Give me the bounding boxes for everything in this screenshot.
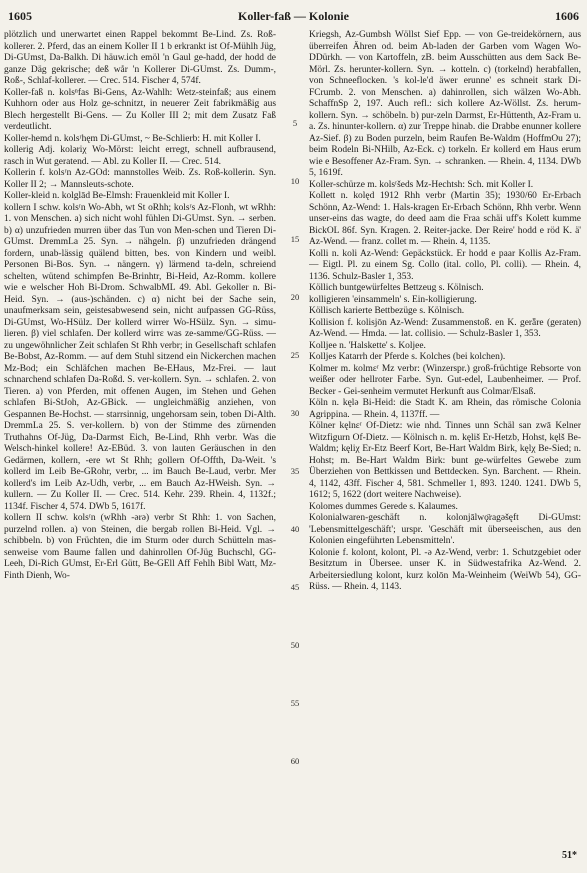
entry-kolligieren: kolligieren 'einsammeln' s. Ein-kolligierung. [309, 294, 477, 305]
entry-kolomes: Kolomes dummes Gerede s. Kalaumes. [309, 501, 458, 512]
page-number-right: 1606 [555, 9, 579, 23]
line-number: 55 [290, 698, 300, 708]
entry-kollerig: kollerig Adj. koləriχ Wo-Mörst: leicht erregt, schnell aufbrausend, rasch in Wut geratend. — Abl. zu Koller II. — Crec. 514. [4, 145, 276, 167]
entry-kolljes: Kolljes Katarrh der Pferde s. Kolches (bei kolchen). [309, 352, 506, 362]
line-number: 5 [292, 118, 298, 128]
entry-kolonie: Kolonie f. kolont, kolont, Pl. -ə Az-Wend, verbr: 1. Schutzgebiet oder Besitztum in Übersee. unser K. in Südwestafrika Az-Wend. 2. Arbeitersiedlung kolont, kurz kolōn Ma-Weinheim (WeiWb 54), GG-Rüss. — Rhein. 4, 1143. [309, 547, 581, 592]
line-number: 40 [290, 524, 300, 534]
entry-koller-hemd: Koller-hemd n. kolsʳhęm Di-GUmst, ~ Be-Schlierb: H. mit Koller I. [4, 133, 261, 144]
right-column [309, 30, 581, 594]
header-title: Koller-faß — Kolonie [238, 9, 349, 23]
entry-koller-kleid: Koller-kleid n. kolglād Be-Elmsh: Frauenkleid mit Koller I. [4, 191, 230, 201]
line-number: 10 [290, 176, 300, 186]
entry-kolljee: Kolljee n. 'Halskette' s. Koljee. [309, 340, 426, 351]
line-number: 60 [290, 756, 300, 766]
entry-koller-continuation: plötzlich und unerwartet einen Rappel bekommt Be-Lind. Zs. Roß-kollerer. 2. Pferd, das an einem Koller II 1 b erkrankt ist Of-Mühlh Jüg, Di-GUmst, Da-Balkh. Di häuw.ich emöl 'n Gaul ge-hadd, der hodd de ganze Däg gekrische; deß wår 'n Kollerer Di-GUmst. Zs. Dumm-, Roß-, Schlaf-kollerer. — Crec. 514. Fischer 4, 574f. [4, 30, 276, 86]
entry-koellisch: Köllisch karierte Bettbezüge s. Kölnisch. [309, 306, 465, 316]
entry-kollett: Kollett n. kolęd 1912 Rhh verbr (Martin 35); 1930/60 Er-Erbach Schönn, Az-Wend: 1. Hals-kragen Er-Erbach Schönn, Rhh verbr. Wenn unser-eins das wagte, do deed aam die Fraa schäi uff's Kolett kumme BickOL 86f. Syn. Kragen. 2. Reiter-jacke. Der Reire' hodd e röd K. ä' Az-Wend. — franz. collet m. — Rhein. 4, 1135. [309, 191, 581, 247]
line-number: 20 [290, 292, 300, 302]
entry-koelner: Kölner kęlnεʳ Of-Dietz: wie nhd. Tinnes unn Schäl san zwā Kelner Witzfigurn Of-Dietz. — Kölnisch n. m. kęliš Er-Hetzb, Hohst, kęlš Be-Waldm; kęliχ Er-Etz Beerf Kort, Be-Hart Waldm Birk, kęlχ Be-Sied; n. Hohst; m. Be-Hart Waldm Birk: bunt ge-würfeltes Gewebe zum Überziehen von Bettkissen und Bettdecken. Syn. Barchent. — Rhein. 4, 1142, 43ff. Fischer 4, 581. Schmeller 1, 893. 1240. 1241. DWb 5, 1612; 5, 1622 (dort weitere Nachweise). [309, 421, 581, 500]
page-number-left: 1605 [8, 9, 32, 23]
entry-kollern-2-continuation: Kriegsh, Az-Gumbsh Wöllst Sief Epp. — von Ge-treidekörnern, aus überreifen Ähren od. beim Ab-laden der Garben vom Wagen Wo-DDürkh. — von Kartoffeln, zB. beim Ausschütten aus dem Sack Be-Mörl. Zs. herunter-kollern. Syn. → kotteln. c) (torkelnd) herabfallen, von Schneeflocken. 's kol-le'd äwer erunne' es schneit stark Di-FCrumb. 2. von Menschen. a) dahinrollen, sich wälzen Wo-Abh. SchaffnSp 2, 197. Auch refl.: sich kollere Az-Wöllst. Zs. herum-kollern. Syn. → schöbeln. b) pur-zeln Darmst, Er-Hüttenth, Az-Fram u. a. Zs. hinunter-kollern. α) zur Treppe hinab. die Drabbe enunner kollere Az-Sief. β) zu Boden purzeln, beim Raufen Be-Waldm (HoffmOu 27); beim Rodeln Bi-NHilb, Az-Eck. c) torkeln. Er kollerd em Haus erum wie e Besoffener Az-Fram. Syn. → schranken. — Rhein. 4, 1134. DWb 5, 1619f. [309, 30, 581, 178]
entry-kolmer: Kolmer m. kolmεʳ Mz verbr: (Winzerspr.) groß-früchtige Rebsorte von weißer oder hellroter Farbe. Syn. Gut-edel, Laubenheimer. — Prof. Becker - Gei-senheim vermutet Herkunft aus Colmar/Elsaß. [309, 363, 581, 397]
entry-kolonialwaren-geschaeft: Kolonialwaren-geschäft n. kolonjālwǫ̈ragəšęft Di-GUmst: 'Lebensmittelgeschäft'; urspr. 'Geschäft mit überseeischen, aus den Kolonien eingeführten Lebensmitteln'. [309, 513, 581, 546]
line-number: 25 [290, 350, 300, 360]
entry-koellich: Köllich buntgewürfeltes Bettzeug s. Kölnisch. [309, 283, 484, 293]
left-column [4, 30, 276, 582]
entry-kollern-1: kollern I schw. kolsʳn Wo-Abh, wt St oRhh; kolsʳs Az-Flonh, wt wRhh: 1. von Menschen. a) sich nicht wohl fühlen Di-GUmst. Syn. → serben. b) α) unzufrieden murren über das Tun von Men-schen und Tieren Di-GUmst. DremmLa 25. Syn. → nähgeln. β) unzufrieden drängend fordern, unab-lässig quälend bitten, bes. von Kindern und weibl. Personen Bi-Bos. Syn. → nängern. γ) lärmend ta-deln, schreiend schelten, wütend schimpfen Be-Brinhtr, Bi-Heid, Az-Romm. kollere wie e welscher Hoh Bi-Drom. SchwalbML 49. Abl. Gekoller n. Bi-Heid. Syn. → (aus-)schänden. c) α) nicht bei der Sache sein, unaufmerksam sein, geistesabwesend sein, nicht aufpassen GG-Rüss, Di-GUmst, Wo-HSülz. Der kollerd wirrer Wo-HSülz. Syn. → simu-lieren. β) viel schlafen. Der kollerd wirrε was ze-samme/GG-Rüss. — zu ungewöhnlicher Zeit schlafen St Rhh verbr; in Gesellschaft schlafen Be-Bobst, Az-Romm. — auf dem Stuhl sitzend ein Nickerchen machen Mz-Bod; ein Schläfchen machen Be-EHaus, Mz-Frei. — laut schnarchend schlafen Da-Roßd. S. ver-kollern. Syn. → schlafen. 2. von Tieren. a) von Pferden, mit offenen Augen, im Stehen und Gehen schlafen Bi-StJoh, Az-GBick. — ungleichmäßig anziehen, von Gespannen Be-Hochst. — starrsinnig, ungehorsam sein, toben Di-Alth. DremmLa 25. S. ver-kollern. b) von der Stimme des zürnenden Truthahns Of-Jüg, Da-Darmst Eich, Be-Lind, Rhh verbr. Was die Welsch-hinkel kollere! Az-EBüd. 3. von lauten Geräuschen in den Gedärmen, kollern, -ere wt St Rhh; gollern Of-Offth, Da-Weit. 's kollerd im Leib Be-GRohr, verbr, ... im Bauch Be-Laud, verbr. Mer kollerd's im Leib Az-Udh, verbr, ... em Bauch Az-HWeish. Syn. → kullern. — Zu Koller II. — Crec. 514. Kehr. 239. Rhein. 4, 1132f.; 1134f. Fischer 4, 574. DWb 5, 1617f. [4, 202, 276, 512]
entry-kollerin: Kollerin f. kolsʳn Az-GOd: mannstolles Weib. Zs. Roß-kollerin. Syn. Koller II 2; → Mannsleuts-schote. [4, 168, 276, 190]
entry-kollision: Kollision f. kolisjōn Az-Wend: Zusammenstoß. en K. gerǟre (geraten) Az-Wend. — Hmda. — lat. collisio. — Schulz-Basler 1, 353. [309, 317, 581, 339]
entry-koller-fass: Koller-faß n. kolsⁿfas Bi-Gens, Az-Wahlh: Wetz-steinfaß; aus einem Kuhhorn oder aus Holz ge-schnitzt, in neuerer Zeit fabrikmäßig aus Blech hergestellt Bi-Gens. — Zu Koller III 2; mit dem Zusatz Faß verdeutlicht. [4, 87, 276, 132]
line-number: 15 [290, 234, 300, 244]
line-number: 35 [290, 466, 300, 476]
line-number: 45 [290, 582, 300, 592]
line-number: 30 [290, 408, 300, 418]
entry-kolli: Kolli n. koli Az-Wend: Gepäckstück. Er hodd e paar Kollis Az-Fram. — Eigtl. Pl. zu einem Sg. Collo (ital. collo, Pl. colli). — Rhein. 4, 1136. Schulz-Basler 1, 353. [309, 248, 581, 282]
entry-koeln: Köln n. kęlə Bi-Heid: die Stadt K. am Rhein, das römische Colonia Agrippina. — Rhein. 4, 1137ff. — [309, 398, 581, 420]
line-number: 50 [290, 640, 300, 650]
entry-kollern-2: kollern II schw. kolsʳn (wRhh -ərə) verbr St Rhh: 1. von Sachen, purzelnd rollen. a) von Steinen, die bergab rollen Bi-Heid. Vgl. → schibbeln. b) von Früchten, die im Sturm oder durch Schütteln mas-senweise vom Baume fallen und dahinrollen Of-Jüg Buchschl, GG-Leeh, Di-Rich GUmst, Er-Erl Gütt, Be-GEll Aff Fehlh Bibl Watt, Mz-Finth Dienh, Wo- [4, 513, 276, 581]
signature-mark: 51* [562, 850, 577, 861]
running-header [8, 9, 579, 25]
entry-koller-schuerze: Koller-schürze m. kolsʳšeds Mz-Hechtsh: Sch. mit Koller I. [309, 179, 534, 190]
